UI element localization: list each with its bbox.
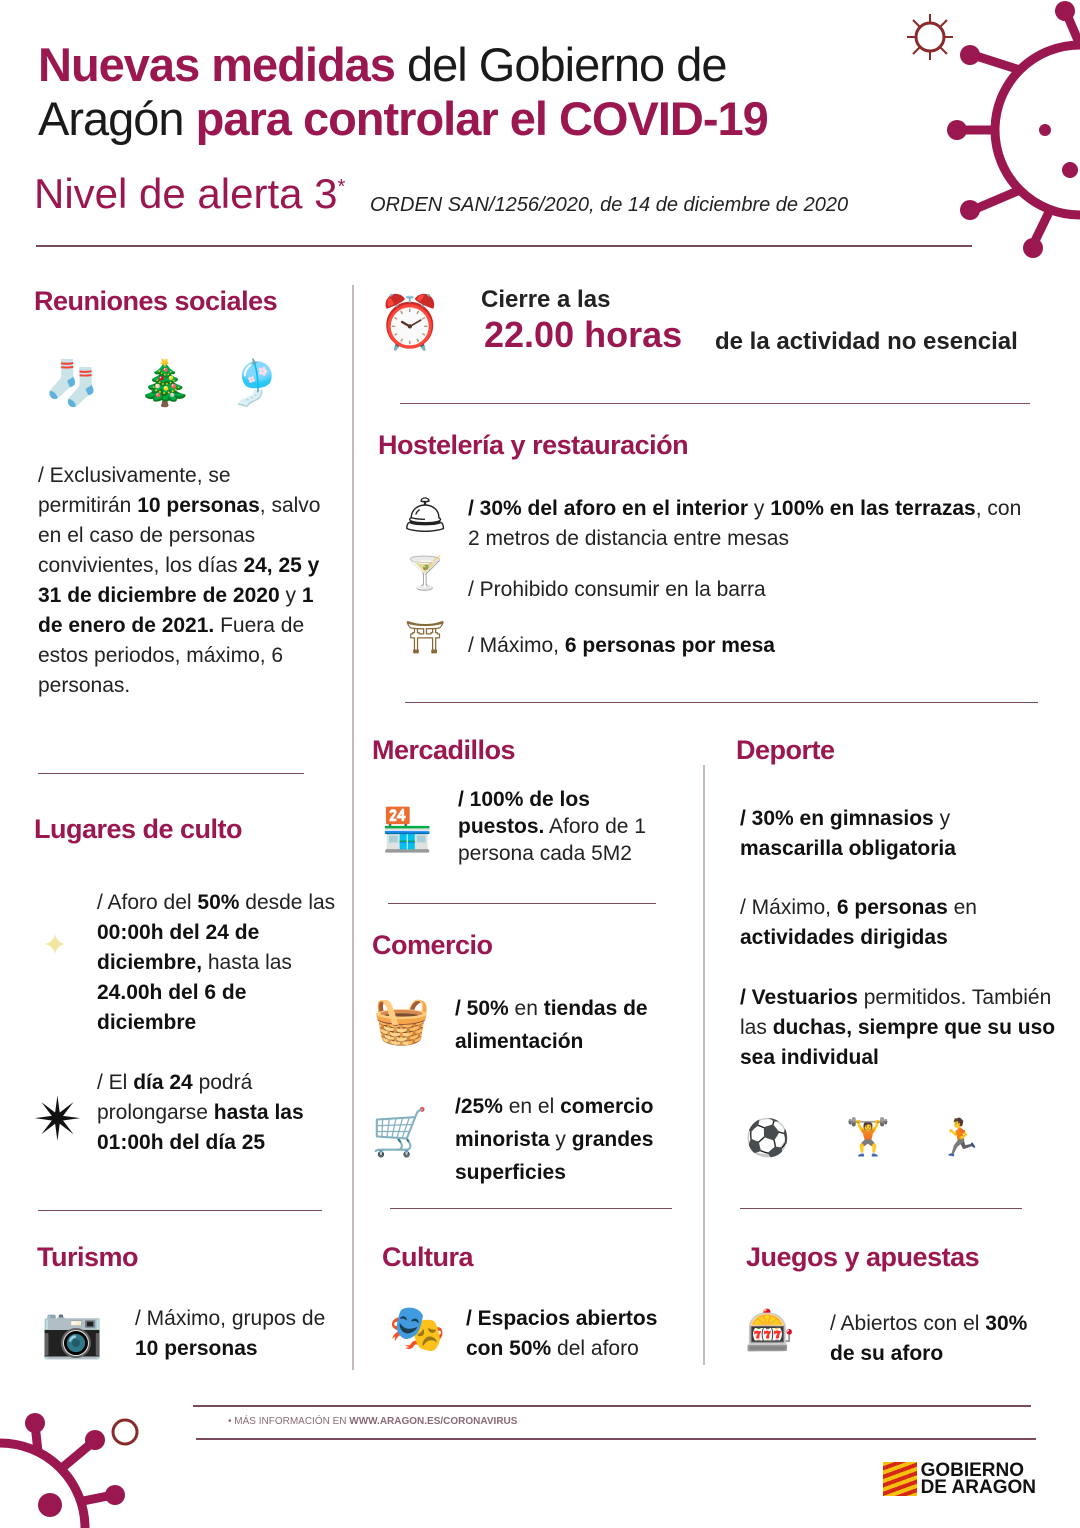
text-segment: en — [508, 997, 544, 1020]
section-heading-hosteleria: Hostelería y restauración — [378, 430, 689, 460]
text-segment: Aforo de 1 persona cada 5M2 — [458, 815, 646, 865]
text-segment: / El — [97, 1071, 134, 1094]
alert-level-text: Nivel de alerta 3 — [34, 170, 338, 217]
section-heading-reuniones: Reuniones sociales — [34, 286, 278, 316]
divider — [388, 903, 656, 904]
bold-text-segment: 50% — [197, 891, 240, 914]
bold-text-segment: 00:00h del 24 de diciembre, — [97, 921, 260, 974]
divider — [405, 702, 1038, 703]
bold-text-segment: mascarilla obligatoria — [740, 837, 956, 860]
title-line-1 — [38, 38, 918, 92]
cierre-hour: 22.00 horas — [484, 314, 683, 355]
runner-icon: 🏃 — [937, 1116, 983, 1158]
cierre-post: de la actividad no esencial — [715, 328, 1018, 355]
text-segment: / Aforo del — [97, 891, 198, 914]
comercio-item-1 — [455, 992, 695, 1058]
order-reference: ORDEN SAN/1256/2020, de 14 de diciembre de 2020 — [370, 194, 849, 216]
section-heading-cultura: Cultura — [382, 1242, 473, 1272]
comercio-item-2 — [455, 1090, 695, 1189]
alert-footnote-mark: * — [337, 176, 346, 198]
bold-text-segment: tiendas de alimentación — [455, 997, 648, 1053]
virus-icon — [0, 1410, 150, 1528]
column-divider — [352, 285, 354, 1370]
title-line-2 — [38, 92, 918, 146]
bold-text-segment: día 24 — [133, 1071, 193, 1094]
cierre-pre: Cierre a las — [481, 286, 611, 313]
text-segment: / Exclusivamente, se permitirán — [38, 464, 231, 517]
bold-text-segment: actividades dirigidas — [740, 926, 948, 949]
theater-masks-icon: 🎭 — [388, 1301, 447, 1354]
logo-line-1: GOBIERNO — [920, 1460, 1025, 1481]
divider — [740, 1208, 1022, 1209]
hosteleria-item-2 — [468, 575, 1028, 605]
bold-text-segment: comercio minorista — [455, 1095, 654, 1151]
text-segment: hasta las — [202, 951, 292, 974]
bold-text-segment: / 50% — [455, 997, 509, 1020]
juegos-text — [830, 1309, 1030, 1369]
bold-text-segment: hasta las 01:00h del día 25 — [97, 1101, 304, 1154]
text-segment: y — [748, 497, 771, 520]
culto-item-1 — [97, 888, 347, 1038]
cocktail-icon: 🍸 — [405, 554, 445, 591]
aragon-flag-icon — [883, 1462, 917, 1496]
text-segment: del Gobierno de — [394, 38, 727, 91]
camera-icon: 📷 — [41, 1304, 104, 1360]
text-segment: del aforo — [551, 1337, 639, 1360]
text-segment: / Máximo, — [468, 634, 565, 657]
text-segment: Aragón — [38, 92, 196, 145]
more-info-link[interactable] — [228, 1416, 517, 1427]
text-segment: y — [279, 584, 302, 607]
market-stall-icon: 🏪 — [381, 805, 434, 853]
bold-text-segment: 24.00h del 6 de diciembre — [97, 981, 247, 1034]
text-segment: / Abiertos con el — [830, 1312, 986, 1335]
divider — [390, 1208, 672, 1209]
bold-text-segment: Nuevas medidas — [38, 38, 395, 91]
bold-text-segment: para controlar el COVID-19 — [195, 92, 768, 145]
weightlifting-icon: 🏋 — [845, 1116, 891, 1157]
culto-item-2 — [97, 1068, 337, 1158]
bold-text-segment: grandes superficies — [455, 1128, 654, 1184]
bold-text-segment: 10 personas — [135, 1337, 258, 1360]
text-segment: permitidos. También las — [740, 986, 1052, 1039]
text-segment: • MÁS INFORMACIÓN EN — [228, 1416, 350, 1427]
bold-text-segment: WWW.ARAGON.ES/CORONAVIRUS — [349, 1416, 518, 1427]
gobierno-aragon-logo — [883, 1462, 1036, 1496]
text-segment: / Máximo, grupos de — [135, 1307, 326, 1330]
deporte-item-2 — [740, 893, 1040, 953]
bold-text-segment: / 100% de los puestos. — [458, 788, 590, 838]
section-heading-turismo: Turismo — [37, 1242, 139, 1272]
section-heading-deporte: Deporte — [736, 735, 835, 765]
divider — [193, 1405, 1031, 1407]
cultura-text — [466, 1304, 686, 1364]
grocery-basket-icon: 🧺 — [373, 993, 431, 1046]
alarm-clock-icon: ⏰ — [377, 294, 443, 352]
christmas-tree-icon: 🎄 — [137, 358, 193, 408]
section-heading-mercadillos: Mercadillos — [372, 735, 516, 765]
bold-text-segment: 24, 25 y 31 de diciembre de 2020 — [38, 554, 320, 607]
bold-text-segment: 6 personas por mesa — [564, 634, 775, 657]
text-segment: / Prohibido consumir en la barra — [468, 578, 766, 601]
reuniones-text — [38, 461, 323, 701]
table-chairs-icon: ⛩ — [404, 619, 446, 655]
mercadillos-text — [458, 786, 678, 867]
text-segment: podrá prolongarse — [97, 1071, 253, 1124]
christmas-ornaments-icon: 🎐 — [227, 358, 283, 408]
bold-text-segment: 100% en las terrazas — [770, 497, 976, 520]
soccer-ball-icon: ⚽ — [745, 1116, 790, 1158]
bold-text-segment: 30% de su aforo — [830, 1312, 1028, 1365]
sparkle-icon: ✦ — [42, 928, 68, 962]
text-segment: Fuera de estos periodos, máximo, 6 personas. — [38, 614, 305, 697]
bold-text-segment: duchas, siempre que su uso sea individual — [740, 1016, 1056, 1069]
bold-text-segment: / 30% en gimnasios — [740, 807, 934, 830]
star-icon: ✴ — [32, 1086, 84, 1153]
divider — [36, 245, 972, 247]
text-segment: y — [933, 807, 951, 830]
page-title — [38, 38, 918, 146]
bold-text-segment: / 30% del aforo en el interior — [468, 497, 749, 520]
section-heading-culto: Lugares de culto — [34, 814, 243, 844]
hosteleria-item-1 — [468, 494, 1028, 554]
text-segment: en — [947, 896, 977, 919]
christmas-stocking-icon: 🧦 — [44, 358, 100, 408]
bold-text-segment: 1 de enero de 2021. — [38, 584, 314, 637]
text-segment: / Máximo, — [740, 896, 837, 919]
deporte-item-3 — [740, 983, 1060, 1073]
bold-text-segment: 10 personas — [137, 494, 260, 517]
deporte-item-1 — [740, 804, 1040, 864]
logo-line-2: DE ARAGON — [920, 1477, 1036, 1498]
text-segment: , con 2 metros de distancia entre mesas — [468, 497, 1022, 550]
text-segment: y — [549, 1128, 572, 1151]
section-heading-comercio: Comercio — [372, 930, 493, 960]
divider — [38, 1210, 322, 1211]
text-segment: desde las — [239, 891, 336, 914]
text-segment: , salvo en el caso de personas convivientes, los días — [38, 494, 321, 577]
divider — [400, 403, 1030, 404]
casino-chips-icon: 🎰 — [745, 1308, 795, 1353]
section-heading-juegos: Juegos y apuestas — [746, 1242, 980, 1272]
bold-text-segment: 6 personas — [836, 896, 948, 919]
column-divider — [703, 765, 705, 1365]
text-segment: en el — [502, 1095, 561, 1118]
divider — [196, 1438, 1036, 1440]
hosteleria-item-3 — [468, 631, 1028, 661]
virus-icon — [945, 0, 1080, 260]
serving-cloche-icon: 🛎 — [402, 494, 448, 535]
bold-text-segment: / Espacios abiertos con 50% — [466, 1307, 658, 1360]
alert-level — [34, 170, 345, 218]
divider — [38, 773, 304, 774]
shopping-cart-icon: 🛒 — [371, 1106, 429, 1158]
bold-text-segment: / Vestuarios — [740, 986, 858, 1009]
turismo-text — [135, 1304, 335, 1364]
bold-text-segment: /25% — [455, 1095, 503, 1118]
